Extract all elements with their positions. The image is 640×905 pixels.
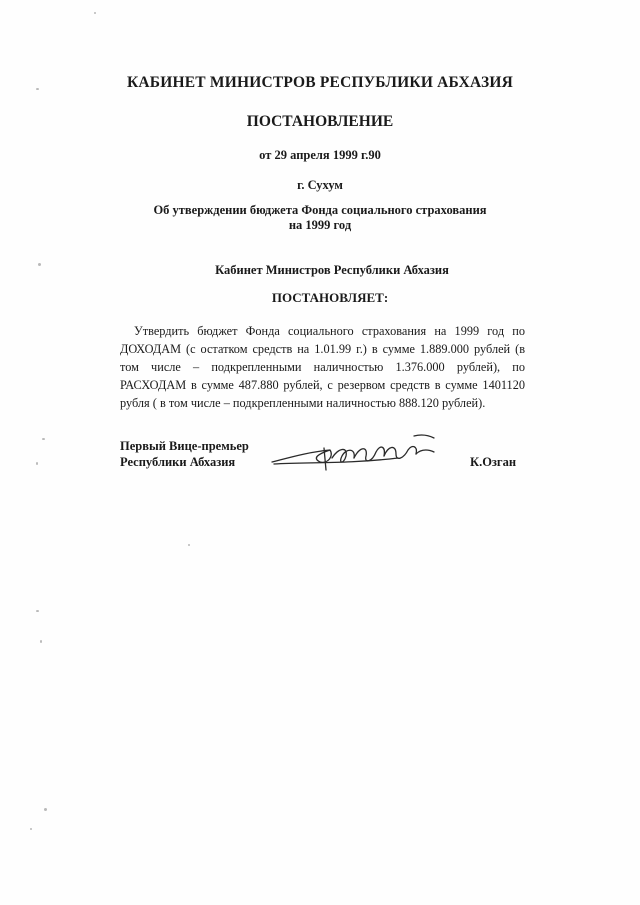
scan-speck bbox=[94, 12, 96, 14]
scan-speck bbox=[38, 263, 41, 266]
subject-line-2: на 1999 год bbox=[288, 218, 352, 232]
scan-speck bbox=[30, 828, 32, 830]
scan-speck bbox=[44, 808, 47, 811]
document-city: г. Сухум bbox=[297, 178, 343, 192]
scan-speck bbox=[36, 610, 39, 612]
subject-line-1: Об утверждении бюджета Фонда социального страхования bbox=[153, 203, 487, 217]
signatory-title bbox=[120, 438, 249, 470]
scan-speck bbox=[36, 462, 38, 465]
handwritten-signature bbox=[268, 428, 448, 478]
signatory-name: К.Озган bbox=[470, 455, 517, 469]
decree-word: ПОСТАНОВЛЯЕТ: bbox=[271, 290, 389, 305]
document-type: ПОСТАНОВЛЕНИЕ bbox=[246, 113, 394, 130]
signatory-title-line-2: Республики Абхазия bbox=[120, 455, 236, 469]
signatory-title-line-1: Первый Вице-премьер bbox=[120, 439, 249, 453]
scan-speck bbox=[36, 88, 39, 90]
scan-speck bbox=[40, 640, 42, 643]
decree-body: Утвердить бюджет Фонда социального страхования на 1999 год по ДОХОДАМ (с остатком средств на 1.01.99 г.) в сумме 1.889.000 рублей (в том числе – подкрепленными наличностью 1.376.000 рублей), по РАСХОДАМ в сумме 487.880 рублей, с резервом средств в сумме 1401120 рубля ( в том числе – подкрепленными наличностью 888.120 рублей). bbox=[120, 324, 525, 410]
document-date: от 29 апреля 1999 г.90 bbox=[259, 148, 381, 162]
scan-speck bbox=[42, 438, 45, 440]
preamble: Кабинет Министров Республики Абхазия bbox=[215, 263, 449, 277]
document-subject bbox=[0, 203, 640, 233]
scan-speck bbox=[188, 544, 190, 546]
organization-title: КАБИНЕТ МИНИСТРОВ РЕСПУБЛИКИ АБХАЗИЯ bbox=[126, 74, 514, 91]
